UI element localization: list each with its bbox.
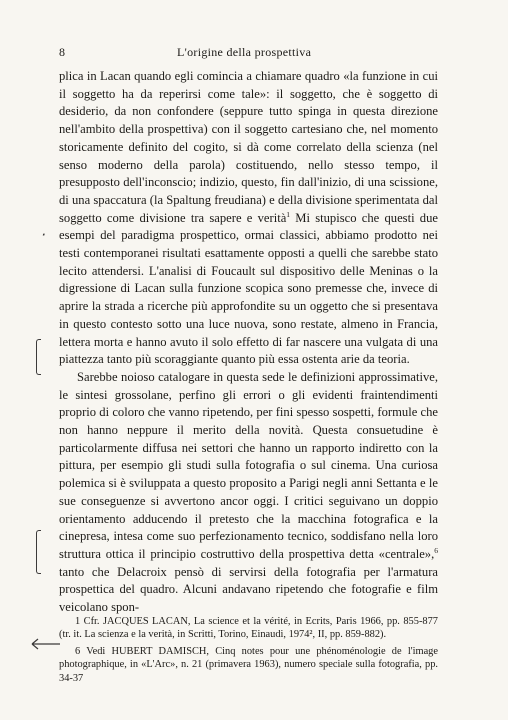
paragraph-text: Sarebbe noioso catalogare in questa sede le definizioni approssimative, le sintesi grossolane, perfino gli errori o gli evidenti fraintendimenti proprio di coloro che vanno ripetendo, per fini spesso sospetti, formule che non hanno neppure il merito della novità. Questa consuetudine è particolarmente diffusa nei settori che hanno un rapporto indiretto con la pittura, per esempio gli studi sulla fotografia o sul cinema. Una curiosa polemica si è sviluppata a questo proposito a Parigi negli anni Settanta e le sue conseguenze si avvertono ancor oggi. I critici seguivano un doppio orientamento adducendo il pretesto che la macchina fotografica e la cinepresa, intesa come suo perfezionamento tecnico, soddisfano nella loro struttura ottica il principio costruttivo della prospettiva detta «centrale», xyxy=(59,369,438,561)
margin-bracket-icon xyxy=(36,530,41,574)
body-text xyxy=(59,68,438,617)
paragraph xyxy=(59,369,438,617)
margin-mark-icon: ‧ xyxy=(40,228,45,244)
paragraph xyxy=(59,68,438,369)
paragraph-text: plica in Lacan quando egli comincia a chiamare quadro «la funzione in cui il soggetto ha da reperirsi come tale»: il soggetto, che è soggetto di desiderio, da non confondere (seppure tutto spinga in questa direzione nell'ambito della prospettiva) con il soggetto cartesiano che, nel momento storicamente definito del cogito, si dà come correlato della scienza (nel senso moderno della parola) costituendo, nello stesso tempo, il presupposto dell'inconscio; indizio, questo, fin dall'inizio, di una scissione, di una spaccatura (la Spaltung freudiana) e della divisione sperimentata dal soggetto come divisione tra sapere e verità xyxy=(59,69,438,225)
footnotes xyxy=(59,615,438,685)
footnote: 1 Cfr. JACQUES LACAN, La science et la vérité, in Ecrits, Paris 1966, pp. 855-877 (tr. it. La scienza e la verità, in Scritti, Torino, Einaudi, 1974², II, pp. 859-882). xyxy=(59,616,438,641)
footnote: 6 Vedi HUBERT DAMISCH, Cinq notes pour une phénoménologie de l'image photographique, in «L'Arc», n. 21 (primavera 1963), numero speciale sulla fotografia, pp. 34-37 xyxy=(59,645,438,684)
footnote-reference: 1 xyxy=(286,209,291,219)
handwritten-note-marker: 6 xyxy=(434,545,438,555)
margin-arrow-icon xyxy=(30,636,62,652)
margin-bracket-icon xyxy=(36,339,41,375)
paragraph-text: tanto che Delacroix pensò di servirsi della fotografia per l'armatura prospettica del quadro. Alcuni andavano ripetendo che fotografie e film veicolano spon- xyxy=(59,564,438,615)
running-title: L'origine della prospettiva xyxy=(177,45,312,59)
paragraph-text: Mi stupisco che questi due esempi del paradigma prospettico, ormai classici, abbiamo prodotto nei testi contemporanei risultati esattamente opposti a quelli che sarebbe stato lecito attendersi. L'analisi di Foucault sul dispositivo delle Meninas o la digressione di Lacan sulla funzione scopica sono premesse che, invece di aprire la strada a ricerche più approfondite su un oggetto che si presentava in questo contesto sotto una luce nuova, sono restate, almeno in Francia, lettera morta e hanno avuto il solo effetto di far nascere una vulgata di una piattezza tanto più scoraggiante quanto più essa ostenta arie da teoria. xyxy=(59,210,438,367)
page-number: 8 xyxy=(59,45,65,59)
